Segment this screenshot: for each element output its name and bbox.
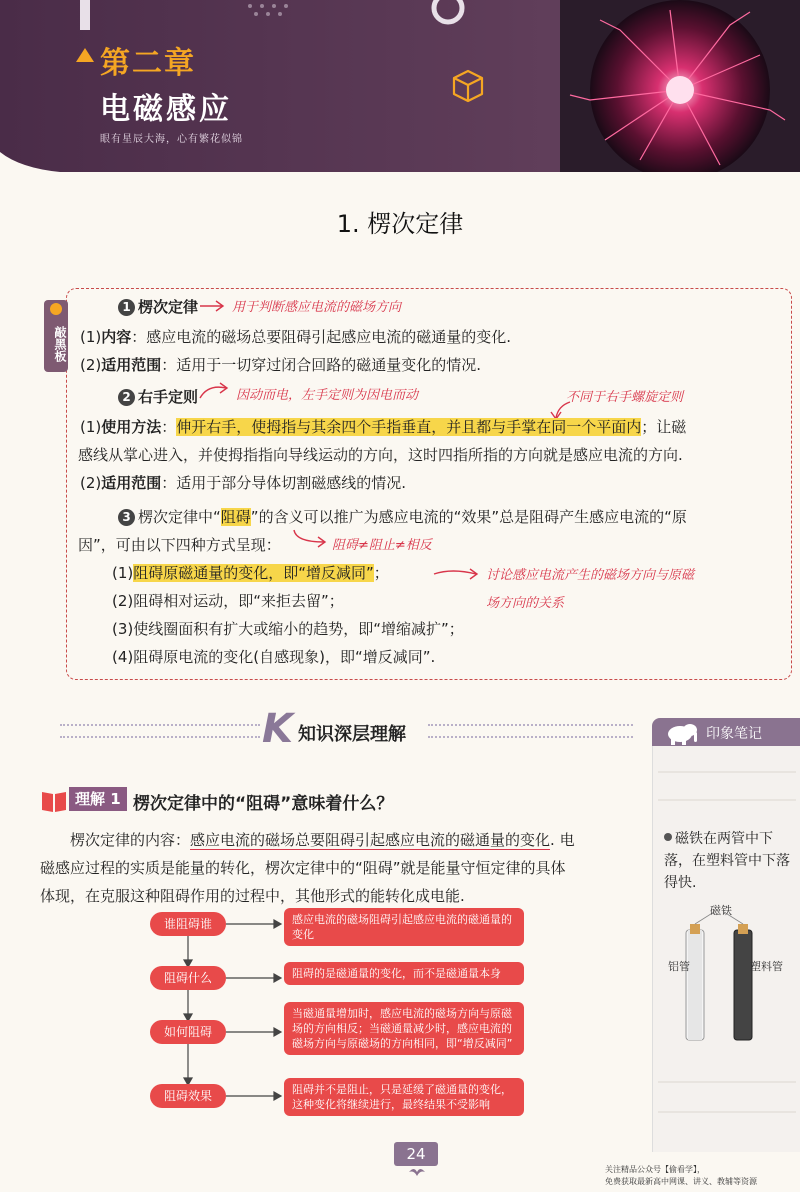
note-arrow-icon [432, 566, 482, 582]
book-icon [40, 788, 68, 814]
knowledge-header-title: 知识深层理解 [298, 724, 406, 745]
section-3-item-1: (1)阻碍原磁通量的变化，即“增反减同”； [112, 564, 389, 582]
page-number: 24 [394, 1142, 438, 1166]
flow-node-what: 阻碍什么 [150, 966, 226, 990]
handwritten-note: 因动而电，左手定则为因电而动 [236, 388, 419, 403]
chapter-title: 电磁感应 [100, 92, 232, 127]
dotted-divider [428, 724, 633, 738]
section-1-line-1: (1)内容：感应电流的磁场总要阻碍引起感应电流的磁通量的变化. [80, 328, 512, 346]
section-3-item-2: (2)阻碍相对运动，即“来拒去留”； [112, 592, 344, 610]
handwritten-note: 讨论感应电流产生的磁场方向与原磁 [486, 568, 695, 583]
number-2-icon: 2 [118, 389, 135, 406]
handwritten-note: 场方向的关系 [486, 596, 565, 611]
chapter-label: 第二章 [100, 46, 196, 81]
understand-paragraph-line-2: 磁感应过程的实质是能量的转化，楞次定律中的“阻碍”就是能量守恒定律的具体 [40, 859, 566, 877]
flow-node-who: 谁阻碍谁 [150, 912, 226, 936]
section-2-title: 2 右手定则 [118, 386, 198, 408]
knowledge-k-logo: K [262, 706, 293, 752]
bullet-icon [664, 833, 672, 841]
lesson-title: 1. 楞次定律 [336, 210, 464, 238]
flow-desc-who: 感应电流的磁场阻碍引起感应电流的磁通量的变化 [284, 908, 524, 946]
elephant-icon [662, 720, 702, 746]
flow-desc-effect: 阻碍并不是阻止，只是延缓了磁通量的变化，这种变化将继续进行，最终结果不受影响 [284, 1078, 524, 1116]
magnet-label: 磁铁 [710, 904, 732, 917]
footer-note: 关注精品公众号【偷看学】， 免费获取最新高中网课、讲义、教辅等资源 [605, 1165, 757, 1186]
aluminum-tube-label: 铝管 [668, 960, 690, 973]
section-2-line-1-cont: 感线从掌心进入，并使拇指指向导线运动的方向，这时四指所指的方向就是感应电流的方向. [78, 446, 683, 464]
note-arrow-icon [198, 298, 228, 314]
cube-icon [450, 68, 486, 104]
board-tag: 敲黑板 [44, 300, 68, 372]
section-1-title: 1 楞次定律 [118, 296, 198, 318]
section-3-item-3: (3)使线圈面积有扩大或缩小的趋势，即“增缩减扩”； [112, 620, 464, 638]
chapter-banner [0, 0, 800, 172]
board-tag-dot-icon [50, 303, 62, 315]
side-notes-label: 印象笔记 [706, 726, 762, 742]
chapter-slogan: 眼有星辰大海，心有繁花似锦 [100, 134, 243, 145]
understand-paragraph-line-1: 楞次定律的内容：感应电流的磁场总要阻碍引起感应电流的磁通量的变化. 电 [70, 831, 575, 849]
section-3-item-4: (4)阻碍原电流的变化(自感现象)，即“增反减同”. [112, 648, 436, 666]
flow-node-how: 如何阻碍 [150, 1020, 226, 1044]
understand-title: 楞次定律中的“阻碍”意味着什么？ [133, 794, 394, 814]
side-note-text: 磁铁在两管中下落，在塑料管中下落得快. [664, 831, 790, 891]
section-3-line: 3 楞次定律中“阻碍”的含义可以推广为感应电流的“效果”总是阻碍产生感应电流的“原 [118, 506, 687, 528]
number-1-icon: 1 [118, 299, 135, 316]
note-arrow-icon [198, 380, 232, 402]
flow-desc-how: 当磁通量增加时，感应电流的磁场方向与原磁场的方向相反；当磁通量减少时，感应电流的磁场方向与原磁场的方向相同，即“增反减同” [284, 1002, 524, 1055]
handwritten-note: 阻碍≠阻止≠相反 [332, 538, 432, 553]
handwritten-note: 不同于右手螺旋定则 [566, 390, 684, 405]
understand-badge: 理解 1 [69, 787, 127, 811]
bird-icon [408, 1166, 426, 1178]
chapter-triangle-icon [76, 48, 94, 62]
flowchart-connectors [150, 912, 290, 1112]
flow-desc-what: 阻碍的是磁通量的变化，而不是磁通量本身 [284, 962, 524, 985]
flow-node-effect: 阻碍效果 [150, 1084, 226, 1108]
number-3-icon: 3 [118, 509, 135, 526]
plastic-tube-label: 塑料管 [750, 960, 783, 973]
section-1-line-2: (2)适用范围：适用于一切穿过闭合回路的磁通量变化的情况. [80, 356, 482, 374]
note-arrow-icon [290, 528, 330, 550]
dotted-divider [60, 724, 260, 738]
section-3-line-cont: 因”，可由以下四种方式呈现： [78, 536, 281, 554]
section-2-line-1: (1)使用方法：伸开右手，使拇指与其余四个手指垂直，并且都与手掌在同一个平面内；让磁 [80, 418, 687, 436]
plasma-ball-image [560, 0, 800, 172]
understand-paragraph-line-3: 体现，在克服这种阻碍作用的过程中，其他形式的能转化成电能. [40, 887, 465, 905]
section-2-line-2: (2)适用范围：适用于部分导体切割磁感线的情况. [80, 474, 407, 492]
handwritten-note: 用于判断感应电流的磁场方向 [232, 300, 402, 315]
